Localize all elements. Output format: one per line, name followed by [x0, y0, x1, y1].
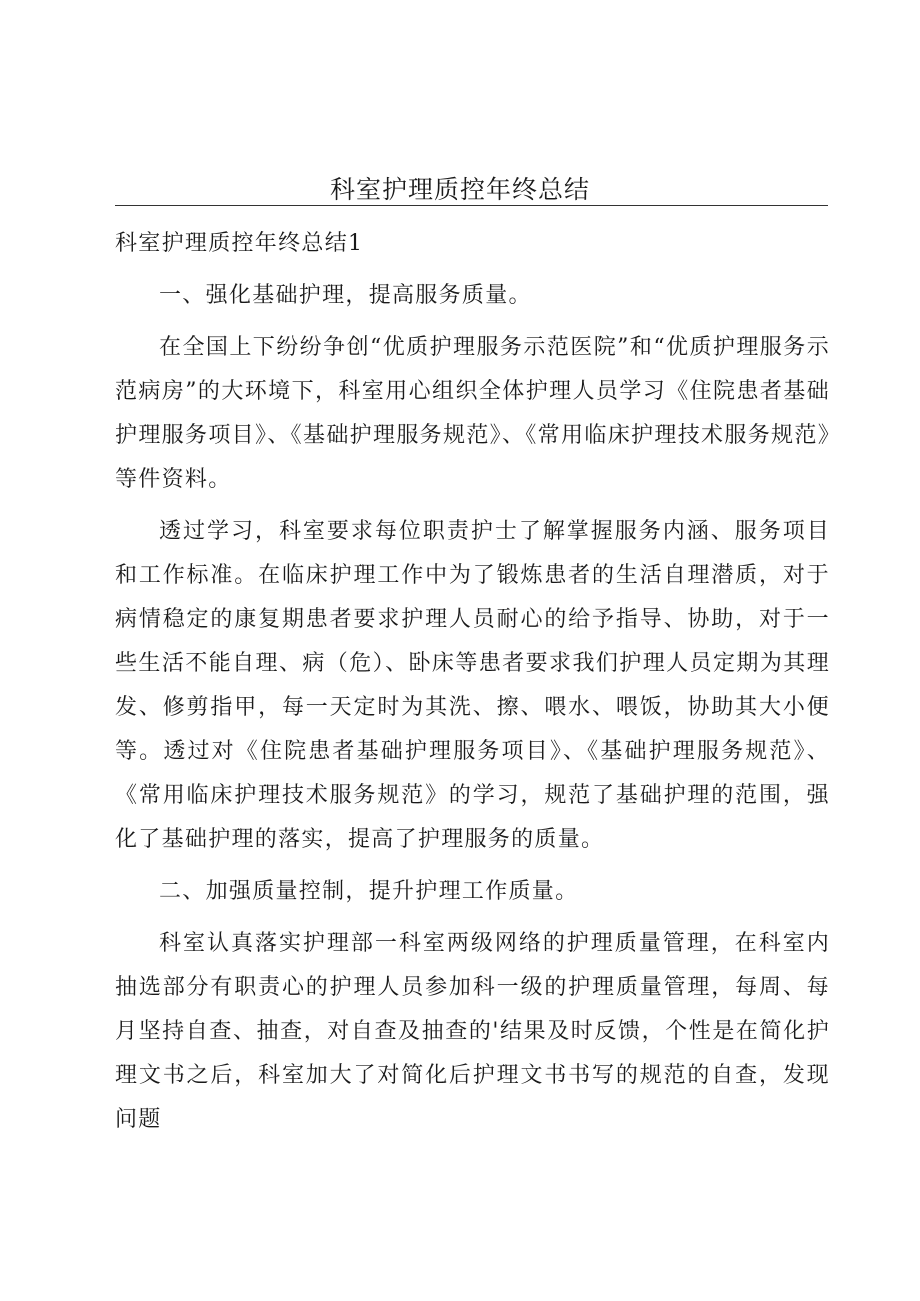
- document-body: [115, 222, 830, 1142]
- title-divider: [115, 205, 828, 206]
- section-title: 科室护理质控年终总结1: [115, 231, 364, 256]
- paragraph-2: 透过学习，科室要求每位职责护士了解掌握服务内涵、服务项目和工作标准。在临床护理工作中为了锻炼患者的生活自理潜质，对于病情稳定的康复期患者要求护理人员耐心的给予指导、协助，对于一些生活不能自理、病（危）、卧床等患者要求我们护理人员定期为其理发、修剪指甲，每一天定时为其洗、擦、喂水、喂饭，协助其大小便等。透过对《住院患者基础护理服务项目》、《基础护理服务规范》、《常用临床护理技术服务规范》的学习，规范了基础护理的范围，强化了基础护理的落实，提高了护理服务的质量。: [115, 519, 830, 852]
- paragraph-3: 科室认真落实护理部一科室两级网络的护理质量管理，在科室内抽选部分有职责心的护理人员参加科一级的护理质量管理，每周、每月坚持自查、抽查，对自查及抽查的'结果及时反馈，个性是在简化护理文书之后，科室加大了对简化后护理文书书写的规范的自查，发现问题: [115, 931, 830, 1132]
- heading-2: 二、加强质量控制，提升护理工作质量。: [159, 879, 579, 904]
- document-title: 科室护理质控年终总结: [329, 175, 590, 204]
- paragraph-1: 在全国上下纷纷争创“优质护理服务示范医院”和“优质护理服务示范病房”的大环境下，科室用心组织全体护理人员学习《住院患者基础护理服务项目》、《基础护理服务规范》、《常用临床护理技术服务规范》等件资料。: [115, 335, 830, 492]
- heading-1: 一、强化基础护理，提高服务质量。: [159, 283, 532, 308]
